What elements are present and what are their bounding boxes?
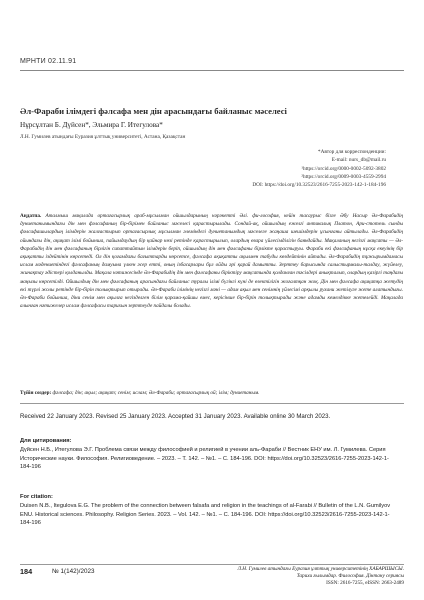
journal-issn: ISSN: 2616-7255, eISSN: 2663-2489 [326, 580, 404, 586]
article-title: Әл-Фараби ілімдегі фәлсафа мен дін арасындағы байланыс мәселесі [20, 106, 287, 116]
keywords-label: Түйін сөздер: [20, 390, 52, 396]
citation-en-text: Duisen N.B., Itegulova E.G. The problem of the connection between falsafa and religion in the teachings of al-Farabi // Bulletin of the L.N. Gumilyov ENU. Historical sciences. Philosophy. Religion Series. 2023. – Vol. 142. – №1. – С. 184-196. DOI: https://doi.org/10.32523/2616-7255-2023-142-1-184-196 [20, 502, 391, 527]
orcid-link-1[interactable]: ¹https://orcid.org/0000-0002-5092-3802 [301, 165, 386, 172]
orcid-link-2[interactable]: ²https://orcid.org/0009-0003-4559-2994 [301, 173, 386, 180]
page-number: 184 [20, 567, 33, 576]
correspondence-block [226, 148, 386, 189]
header-divider [20, 70, 404, 71]
abstract [20, 212, 403, 310]
rubric-code: МРНТИ 02.11.91 [20, 58, 77, 65]
doi-link[interactable]: DOI: https://doi.org/10.32523/2616-7255-2023-142-1-184-196 [252, 182, 386, 189]
correspondence-email[interactable]: E-mail: nurs_db@mail.ru [331, 157, 386, 164]
citation-en [20, 493, 400, 528]
authors-line: Нұрсұлтан Б. Дүйсен*, Эльмира Г. Итегулова* [20, 121, 163, 129]
received-dates: Received 22 January 2023. Revised 25 January 2023. Accepted 31 January 2023. Available online 30 March 2023. [20, 413, 331, 420]
journal-info [214, 566, 404, 587]
citation-en-heading: For citation: [20, 494, 53, 500]
citation-ru-text: Дүйсен Н.Б., Итегулова Э.Г. Проблема связи между философией и религией в учении аль-Фараби // Вестник ЕНУ им. Л. Гумилева. Серия Исторические науки. Философия. Религиоведение. – 2023. – Т. 142. – №1. – С. 184-196. DOI: https://doi.org/10.32523/2616-7255-2023-142-1-184-196 [20, 446, 389, 471]
issue-number: № 1(142)/2023 [52, 568, 95, 575]
citation-ru [20, 437, 400, 472]
correspondence-label: *Автор для корреспонденции: [317, 149, 386, 155]
section-divider [20, 403, 404, 404]
abstract-label: Аңдатпа. [20, 213, 42, 219]
affiliation: Л.Н. Гумилев атындағы Еуразия ұлттық университеті, Астана, Қазақстан [20, 134, 186, 140]
abstract-text: Аталмыш мақалада ортағасырлық араб-мұсылман ойшылдарының нәрәкетті Әлі. фи-лософия, кейін тасаурыс бізге Әбу Насыр Әл-Фарабидің дуниетанымындағы дін мен фәлсафаның бір-бірімен байланыс мәселесі қарастырылады. Сондай-ақ, ойшылдың ежелгі антикалық Платон, Ари-стотель сынды фәлсафашылардың ілімдерін жалғастырып ортағасырлық мұсылман әлеміндегі дуниетанымдық мәселеге жаңаша шешімдерін ұсынғаны айтылады. Әл-Фарабидің ойындағы дін, ақиқат ілімі бойынша, пайымдаудың бір қайнар көзі ретінде қарастырылып, олардың өзара үйлесімділігін баяндайды. Мақаланың негізгі мақсаты — Әл-Фарабидің дін мен фәлсафаның бірлігін сипаттайтын ілімдерін беріп, ойшылдың дін мен фәлсафаны бірлікте қарастыруы. Фараби екі фәлсафаның нұсқа екеуінің бір ақиқатты іздейтінін көрсетеді. Ол дін қоғамдағы бағыттарды көрсетсе, фәлсафа ақиқатты ақылмен табуды көздейтінін айтады. Әл-Фарабидің тұжырымдамасы ислам мәдениетіндегі фәлсафаның дамуына үлкен әсер етті, оның ізбасарлары бұл ойды әрі қарай дамытты. Зерттеу барысында салыстырмалы-талдау, жүйелеу, жинақтау әдістері қолданылды. Мақала нәтижесінде Әл-Фарабидің дін мен фәлсафаны біріктіру мақсатында қолданған тәсілдері анықталып, олардың қазіргі таңдағы маңызы көрсетілді. Ойшылдың дін мен фәлсафаның арасындағы байланыс туралы ілімі бүгінгі күні де өзектілігін жоғалтқан жоқ. Дін мен фәлсафа ақиқатқа жетудің екі түрлі жолы ретінде бір-бірін толықтырып отырады. Әл-Фараби ілімінің негізгі мәні — адам ақыл мен сенімнің үйлесімі арқылы рухани жетілуге жете алатындығы. Әл-Фараби бойынша, діни сенім мен ақылға негізделген білім қарама-қайшы емес, керісінше бір-бірін толықтырады және адамды кемелдікке жетелейді. Мақалада алынған нәтижелер ислам фәлсафасы тарихын зерттеуде пайдалы болады. [20, 213, 403, 310]
journal-series: Тарихи ғылымдар. Философия. Дінтану сериясы [296, 573, 404, 579]
citation-ru-heading: Для цитирования: [20, 438, 72, 444]
keywords [20, 389, 403, 397]
journal-title: Л.Н. Гумилев атындағы Еуразия ұлттық университетінің ХАБАРШЫСЫ. [237, 566, 404, 572]
footer-divider [20, 564, 404, 565]
keywords-text: фәлсафа; дін; ақыл; ақиқат; сенім; ислам; Әл-Фараби; ортағасырлық ой; ілім; дуниетаным. [52, 390, 260, 396]
